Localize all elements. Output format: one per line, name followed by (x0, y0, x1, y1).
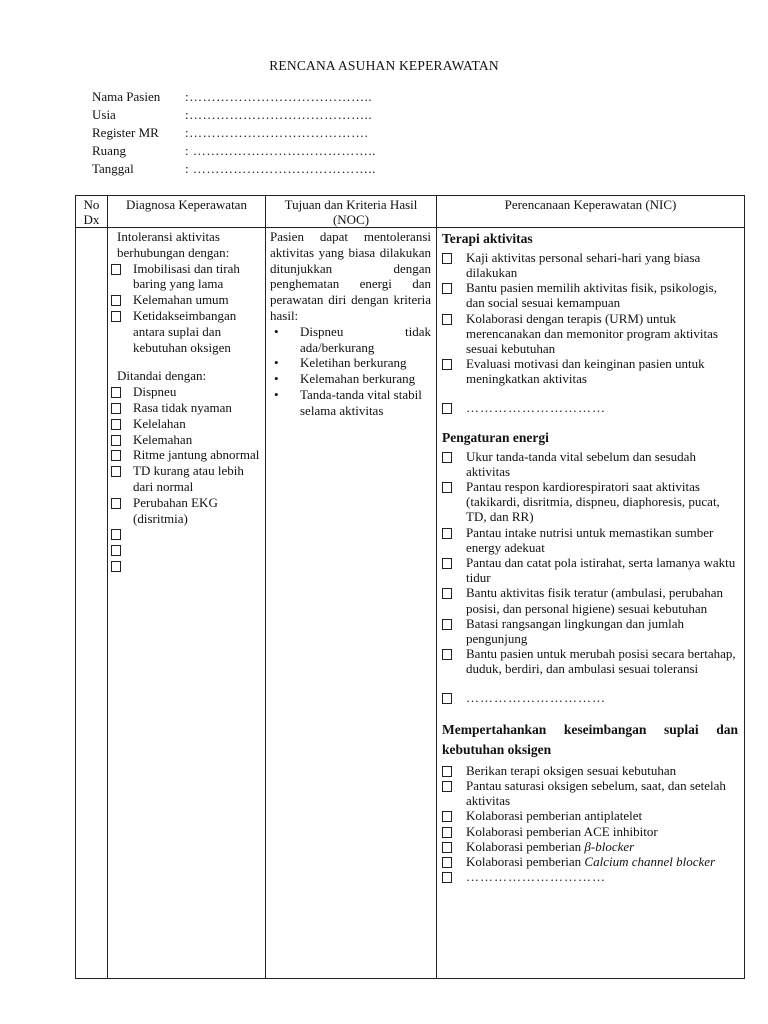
list-item: Kaji aktivitas personal sehari-hari yang biasa dilakukan (442, 250, 738, 280)
checkbox-icon[interactable] (111, 435, 121, 446)
field-label: Usia (92, 107, 116, 122)
field-tanggal (92, 160, 376, 178)
checkbox-icon[interactable] (442, 619, 452, 630)
list-item: Kelemahan (111, 432, 261, 448)
header-no-dx: No Dx (76, 196, 108, 228)
tujuan-intro: Pasien dapat mentoleransi aktivitas yang biasa dilakukan ditunjukkan dengan penghematan energi dan perawatan diri dengan kriteria hasil: (270, 229, 431, 323)
checkbox-icon[interactable] (111, 498, 121, 509)
checkbox-icon[interactable] (442, 781, 452, 792)
list-item: Pantau respon kardiorespiratori saat aktivitas (takikardi, disritmia, dispneu, diaphoresis, pucat, TD, dan RR) (442, 479, 738, 525)
signs-label: Ditandai dengan: (117, 368, 207, 384)
field-label: Nama Pasien (92, 89, 161, 104)
list-item: Imobilisasi dan tirah baring yang lama (111, 261, 261, 293)
checkbox-icon[interactable] (442, 842, 452, 853)
header-diagnosa: Diagnosa Keperawatan (108, 196, 266, 228)
list-item (111, 526, 261, 542)
checkbox-icon[interactable] (442, 558, 452, 569)
checkbox-icon[interactable] (111, 545, 121, 556)
header-perencanaan: Perencanaan Keperawatan (NIC) (437, 196, 745, 228)
list-item: Bantu aktivitas fisik teratur (ambulasi, perubahan posisi, dan personal higiene) sesuai kebutuhan (442, 585, 738, 615)
document-title: RENCANA ASUHAN KEPERAWATAN (269, 58, 499, 73)
checkbox-icon[interactable] (111, 561, 121, 572)
list-item: • Tanda-tanda vital stabil selama aktivitas (270, 387, 431, 419)
list-item: • Dispneu tidak ada/berkurang (270, 324, 431, 356)
field-label: Tanggal (92, 161, 134, 176)
bullet-icon: • (274, 371, 279, 387)
list-item: Ketidakseimbangan antara suplai dan kebutuhan oksigen (111, 308, 261, 355)
checkbox-icon[interactable] (442, 283, 452, 294)
checkbox-icon[interactable] (442, 827, 452, 838)
checkbox-icon[interactable] (111, 403, 121, 414)
checkbox-icon[interactable] (442, 253, 452, 264)
list-item: ………………………… (442, 869, 738, 884)
checkbox-icon[interactable] (442, 693, 452, 704)
diagnosa-intro: Intoleransi aktivitas berhubungan dengan: (117, 229, 230, 260)
cell-tujuan (266, 228, 437, 979)
section-heading: Mempertahankan keseimbangan suplai dan kebutuhan oksigen (442, 721, 738, 757)
list-item: ………………………… (442, 690, 738, 705)
field-nama-pasien (92, 88, 376, 106)
checkbox-icon[interactable] (111, 264, 121, 275)
list-item: Batasi rangsangan lingkungan dan jumlah pengunjung (442, 616, 738, 646)
field-label: Register MR (92, 125, 159, 140)
checkbox-icon[interactable] (111, 529, 121, 540)
care-plan-table (75, 195, 745, 979)
checkbox-icon[interactable] (442, 359, 452, 370)
checkbox-icon[interactable] (442, 872, 452, 883)
list-item: Kolaborasi pemberian ACE inhibitor (442, 824, 738, 839)
checkbox-icon[interactable] (442, 452, 452, 463)
field-value: : ………………………………….. (185, 143, 376, 158)
checkbox-icon[interactable] (111, 419, 121, 430)
field-value: :…………………………………. (185, 125, 369, 140)
section-heading: Terapi aktivitas (442, 231, 533, 246)
list-item: Perubahan EKG (disritmia) (111, 495, 261, 527)
bullet-icon: • (274, 323, 279, 339)
checkbox-icon[interactable] (442, 482, 452, 493)
checkbox-icon[interactable] (111, 450, 121, 461)
list-item (111, 558, 261, 574)
list-item: Kolaborasi pemberian Calcium channel blocker (442, 854, 738, 869)
list-item: Rasa tidak nyaman (111, 400, 261, 416)
table-row (76, 228, 745, 979)
checkbox-icon[interactable] (442, 766, 452, 777)
bullet-icon: • (274, 355, 279, 371)
header-tujuan: Tujuan dan Kriteria Hasil (NOC) (266, 196, 437, 228)
list-item: Kolaborasi pemberian β-blocker (442, 839, 738, 854)
bullet-icon: • (274, 386, 279, 402)
checkbox-icon[interactable] (111, 295, 121, 306)
list-item: Ukur tanda-tanda vital sebelum dan sesudah aktivitas (442, 449, 738, 479)
field-value: :………………………………….. (185, 89, 373, 104)
list-item: Kolaborasi pemberian antiplatelet (442, 808, 738, 823)
checkbox-icon[interactable] (111, 387, 121, 398)
field-value: :………………………………….. (185, 107, 373, 122)
list-item: Evaluasi motivasi dan keinginan pasien untuk meningkatkan aktivitas (442, 356, 738, 386)
field-ruang (92, 142, 376, 160)
list-item (111, 542, 261, 558)
list-item: Pantau saturasi oksigen sebelum, saat, dan setelah aktivitas (442, 778, 738, 808)
list-item: Dispneu (111, 384, 261, 400)
checkbox-icon[interactable] (442, 588, 452, 599)
checkbox-icon[interactable] (442, 403, 452, 414)
list-item: TD kurang atau lebih dari normal (111, 463, 261, 495)
table-header-row (76, 196, 745, 228)
field-label: Ruang (92, 143, 126, 158)
cell-diagnosa (108, 228, 266, 979)
checkbox-icon[interactable] (111, 466, 121, 477)
list-item: Pantau intake nutrisi untuk memastikan sumber energy adekuat (442, 525, 738, 555)
checkbox-icon[interactable] (442, 528, 452, 539)
list-item: ………………………… (442, 400, 738, 415)
list-item: • Kelemahan berkurang (270, 371, 431, 387)
list-item: Pantau dan catat pola istirahat, serta lamanya waktu tidur (442, 555, 738, 585)
list-item: Kelelahan (111, 416, 261, 432)
list-item: • Keletihan berkurang (270, 355, 431, 371)
checkbox-icon[interactable] (442, 811, 452, 822)
field-value: : ………………………………….. (185, 161, 376, 176)
section-heading: Pengaturan energi (442, 429, 549, 445)
list-item: Ritme jantung abnormal (111, 447, 261, 463)
list-item: Bantu pasien memilih aktivitas fisik, psikologis, dan social sesuai kemampuan (442, 280, 738, 310)
list-item: Berikan terapi oksigen sesuai kebutuhan (442, 763, 738, 778)
checkbox-icon[interactable] (111, 311, 121, 322)
field-register-mr (92, 124, 376, 142)
cell-no-dx (76, 228, 108, 979)
cell-nic (437, 228, 745, 979)
checkbox-icon[interactable] (442, 857, 452, 868)
list-item: Bantu pasien untuk merubah posisi secara bertahap, duduk, berdiri, dan ambulasi sesuai toleransi (442, 646, 738, 676)
checkbox-icon[interactable] (442, 649, 452, 660)
field-usia (92, 106, 376, 124)
patient-info-block (92, 88, 376, 178)
list-item: Kelemahan umum (111, 292, 261, 308)
list-item: Kolaborasi dengan terapis (URM) untuk merencanakan dan memonitor program aktivitas sesuai kebutuhan (442, 311, 738, 357)
checkbox-icon[interactable] (442, 314, 452, 325)
